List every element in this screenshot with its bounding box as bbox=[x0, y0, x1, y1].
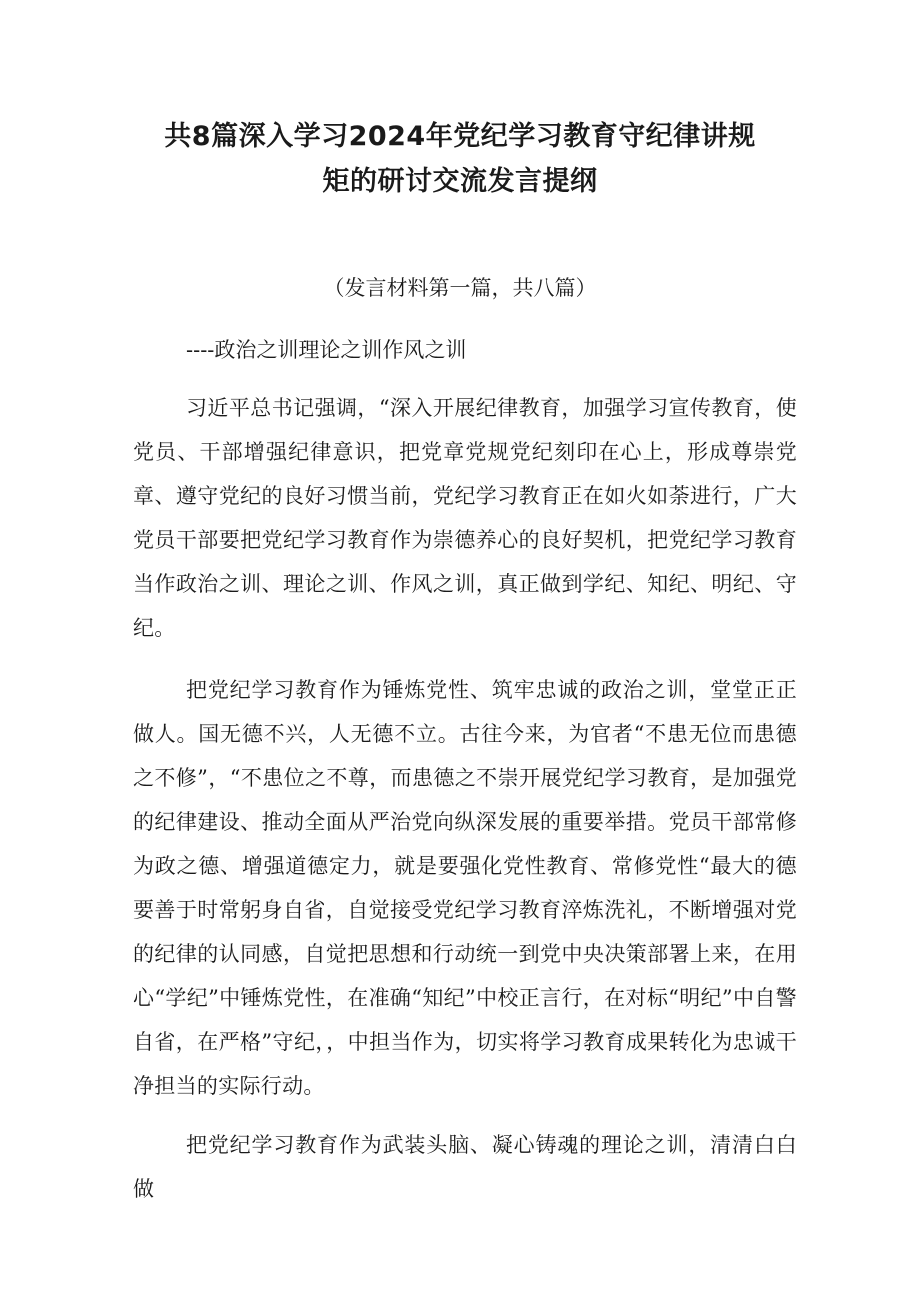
document-title-line-1: 共8篇深入学习2024年党纪学习教育守纪律讲规 bbox=[164, 121, 756, 152]
document-theme-line: ----政治之训理论之训作风之训 bbox=[186, 338, 467, 362]
body-paragraph-1: 习近平总书记强调，“深入开展纪律教育，加强学习宣传教育，使党员、干部增强纪律意识，把党章党规党纪刻印在心上，形成尊崇党章、遵守党纪的良好习惯当前，党纪学习教育正在如火如荼进行，广大党员干部要把党纪学习教育作为崇德养心的良好契机，把党纪学习教育当作政治之训、理论之训、作风之训，真正做到学纪、知纪、明纪、守纪。 bbox=[133, 396, 797, 640]
body-paragraph-3: 把党纪学习教育作为武装头脑、凝心铸魂的理论之训，清清白白做 bbox=[133, 1133, 797, 1201]
document-title-line-2: 矩的研讨交流发言提纲 bbox=[322, 166, 598, 197]
document-subtitle: （发言材料第一篇，共八篇） bbox=[323, 276, 597, 300]
body-paragraph-2: 把党纪学习教育作为锤炼党性、筑牢忠诚的政治之训，堂堂正正做人。国无德不兴，人无德不立。古往今来，为官者“不患无位而患德之不修”，“不患位之不尊，而患德之不崇开展党纪学习教育，是加强党的纪律建设、推动全面从严治党向纵深发展的重要举措。党员干部常修为政之德、增强道德定力，就是要强化党性教育、常修党性“最大的德要善于时常躬身自省，自觉接受党纪学习教育淬炼洗礼，不断增强对党的纪律的认同感，自觉把思想和行动统一到党中央决策部署上来，在用心“学纪”中锤炼党性，在准确“知纪”中校正言行，在对标“明纪”中自警自省，在严格”守纪，，中担当作为，切实将学习教育成果转化为忠诚干净担当的实际行动。 bbox=[133, 678, 797, 1098]
